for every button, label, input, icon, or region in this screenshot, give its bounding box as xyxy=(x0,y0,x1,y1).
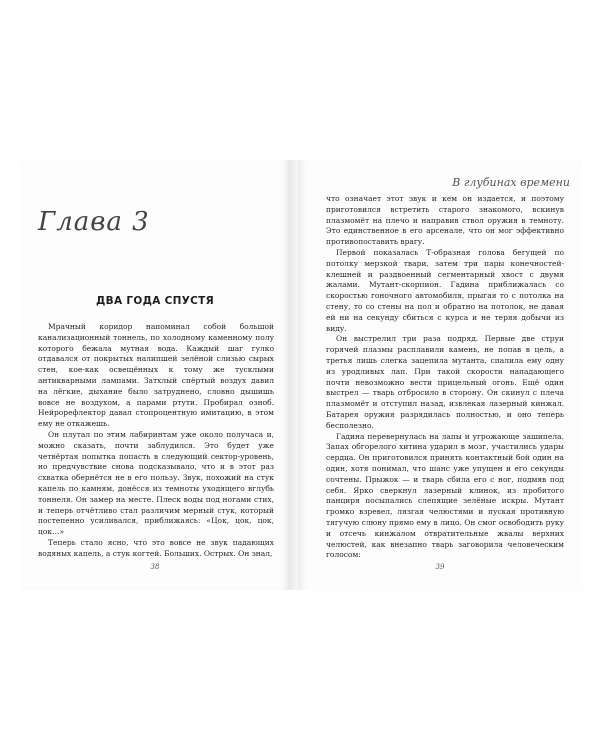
paragraph: Теперь стало ясно, что это вовсе не звук падающих водяных капель, а стук когтей. Больших. Острых. Он знал, xyxy=(38,537,274,558)
paragraph: Он плутал по этим лабиринтам уже около получаса и, можно сказать, почти заблудился. Это будет уже четвёртая попытка попасть в следующий сектор-уровень, но предчувствие снова подсказывало, что и в этот раз схватка обернётся не в его пользу. Звук, похожий на стук капель по камням, донёсся из темноты уходящего вглубь тоннеля. Он замер на месте. Плеск воды под ногами стих, и теперь отчётливо стал различим мерный стук, который постепенно усиливался, приближаясь: «Цок, цок, цок, цок…» xyxy=(38,429,274,537)
right-page xyxy=(298,160,582,590)
paragraph: Гадина перевернулась на лапы и угрожающе зашипела. Запах обгорелого хитина ударил в мозг, участились удары сердца. Он приготовился принять контактный бой один на один, хотя понимал, что шанс уже упущен и его секунды сочтены. Прыжок — и тварь сбила его с ног, подмяв под себя. Ярко сверкнул лазерный клинок, из пробитого панциря посыпались слепящие зелёные искры. Мутант громко взревел, лязгая челюстями и пуская противную тягучую слюну прямо ему в лицо. Он смог освободить руку и отсечь кинжалом отвратительные жвалы верхних челюстей, как внезапно тварь заговорила человеческим голосом: xyxy=(326,431,564,560)
book-gutter xyxy=(290,160,298,590)
paragraph: Мрачный коридор напоминал собой большой канализационный тоннель, по холодному каменному полу которого бежала мутная вода. Каждый шаг гулко отдавался от покрытых налипшей зелёной слизью сырых стен, кое-как освещённых к тому же тусклыми антикварными лампами. Затхлый спёртый воздух давил на лёгкие, дыхание было затруднено, словно дышишь вовсе не воздухом, а парами ртути. Пробирал озноб. Нейрорефлектор давал стопроцентную имитацию, в этом ему не откажешь. xyxy=(38,322,274,429)
chapter-title: Глава 3 xyxy=(38,207,150,237)
left-page-body xyxy=(38,322,274,560)
paragraph: Первой показалась Т-образная голова бегущей по потолку мерзкой твари, затем три пары конечностей-клешней и раздвоенный сегментарный хвост с двумя жалами. Мутант-скорпион. Гадина приближалась со скоростью гоночного автомобиля, прыгая то с потолка на стену, то со стены на пол и обратно на потолок, не давая ей ни на секунду сбиться с курса и не теряя добычи из виду. xyxy=(326,247,564,333)
paragraph: Он выстрелил три раза подряд. Первые две струи горячей плазмы расплавили камень, не попав в цель, а третья лишь слегка зацепила мутанта, спалила ему одну из уродливых лап. При такой скорости нападающего почти невозможно вести прицельный огонь. Ещё один выстрел — тварь отбросило в сторону. Он скинул с плеча плазмомёт и отступил назад, извлекая лазерный кинжал. Батарея оружия разрядилась полностью, и оно теперь бесполезно. xyxy=(326,334,564,430)
paragraph-continuation: что означает этот звук и кем он издается, и поэтому приготовился встретить старого знакомого, вскинув плазмомёт на плечо и направив ствол оружия в темноту. Это единственное в его арсенале, что он мог эффективно противопоставить врагу. xyxy=(326,194,564,247)
page-number: 38 xyxy=(150,563,160,571)
chapter-subheading: ДВА ГОДА СПУСТЯ xyxy=(96,295,214,307)
right-page-body xyxy=(326,194,564,561)
left-page xyxy=(20,160,290,590)
page-number: 39 xyxy=(435,563,445,571)
running-head: В глубинах времени xyxy=(452,176,570,189)
